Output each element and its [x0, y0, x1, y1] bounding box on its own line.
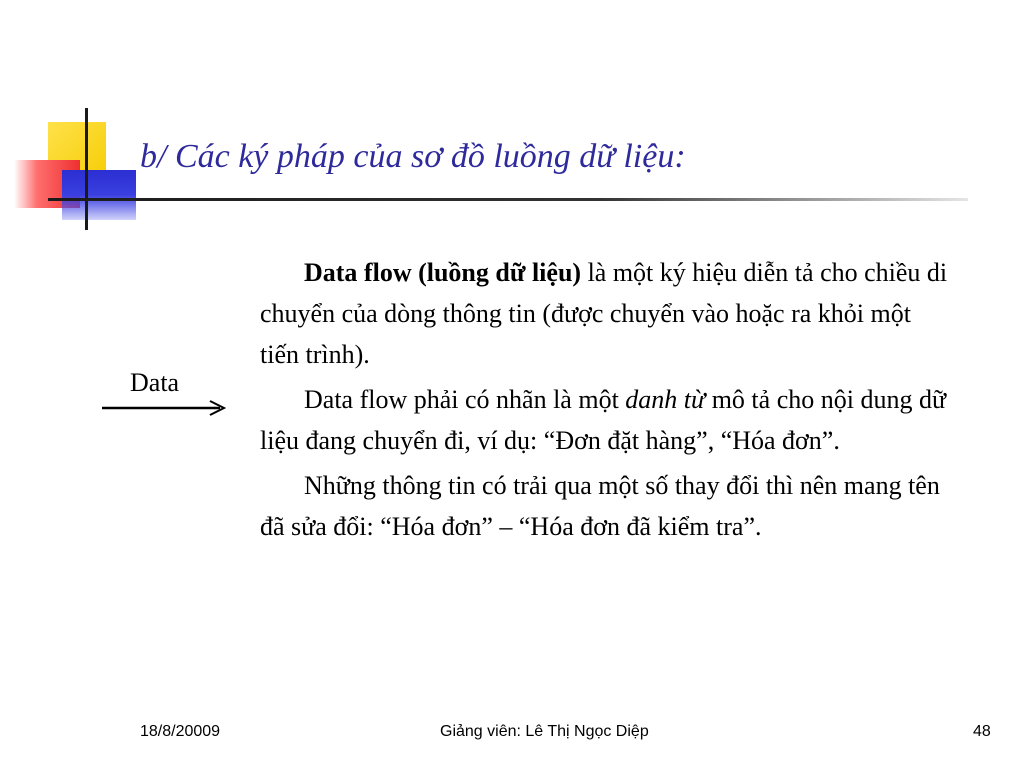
label-rule-text-after: mô tả cho nội dung dữ liệu đang chuyển đi, ví dụ: “Đơn đặt hàng”, “Hóa đơn”. — [260, 385, 947, 455]
paragraph-label-rule — [260, 379, 950, 461]
decor-vertical-line — [85, 108, 88, 230]
term-data-flow: Data flow (luồng dữ liệu) — [304, 258, 582, 287]
footer-lecturer: Giảng viên: Lê Thị Ngọc Diệp — [440, 723, 649, 740]
footer-date: 18/8/20009 — [140, 723, 221, 740]
label-rule-text-before: Data flow phải có nhãn là một — [304, 385, 626, 414]
paragraph-data-flow-definition — [260, 252, 950, 375]
renaming-rule-text: Những thông tin có trải qua một số thay đổi thì nên mang tên đã sửa đổi: “Hóa đơn” – “Hóa đơn đã kiểm tra”. — [260, 471, 940, 541]
footer-page-number: 48 — [973, 723, 991, 740]
definition-text: là một ký hiệu diễn tả cho chiều di chuyển của dòng thông tin (được chuyển vào hoặc ra khỏi một tiến trình). — [260, 258, 948, 369]
slide-body — [260, 252, 950, 551]
term-noun: danh từ — [625, 385, 706, 414]
data-flow-arrow-icon — [102, 397, 232, 419]
title-underline — [48, 198, 968, 201]
decor-blue-square — [62, 170, 136, 220]
paragraph-renaming-rule — [260, 465, 950, 547]
slide-title: b/ Các ký pháp của sơ đồ luồng dữ liệu: — [140, 138, 686, 175]
data-flow-label: Data — [130, 368, 180, 397]
